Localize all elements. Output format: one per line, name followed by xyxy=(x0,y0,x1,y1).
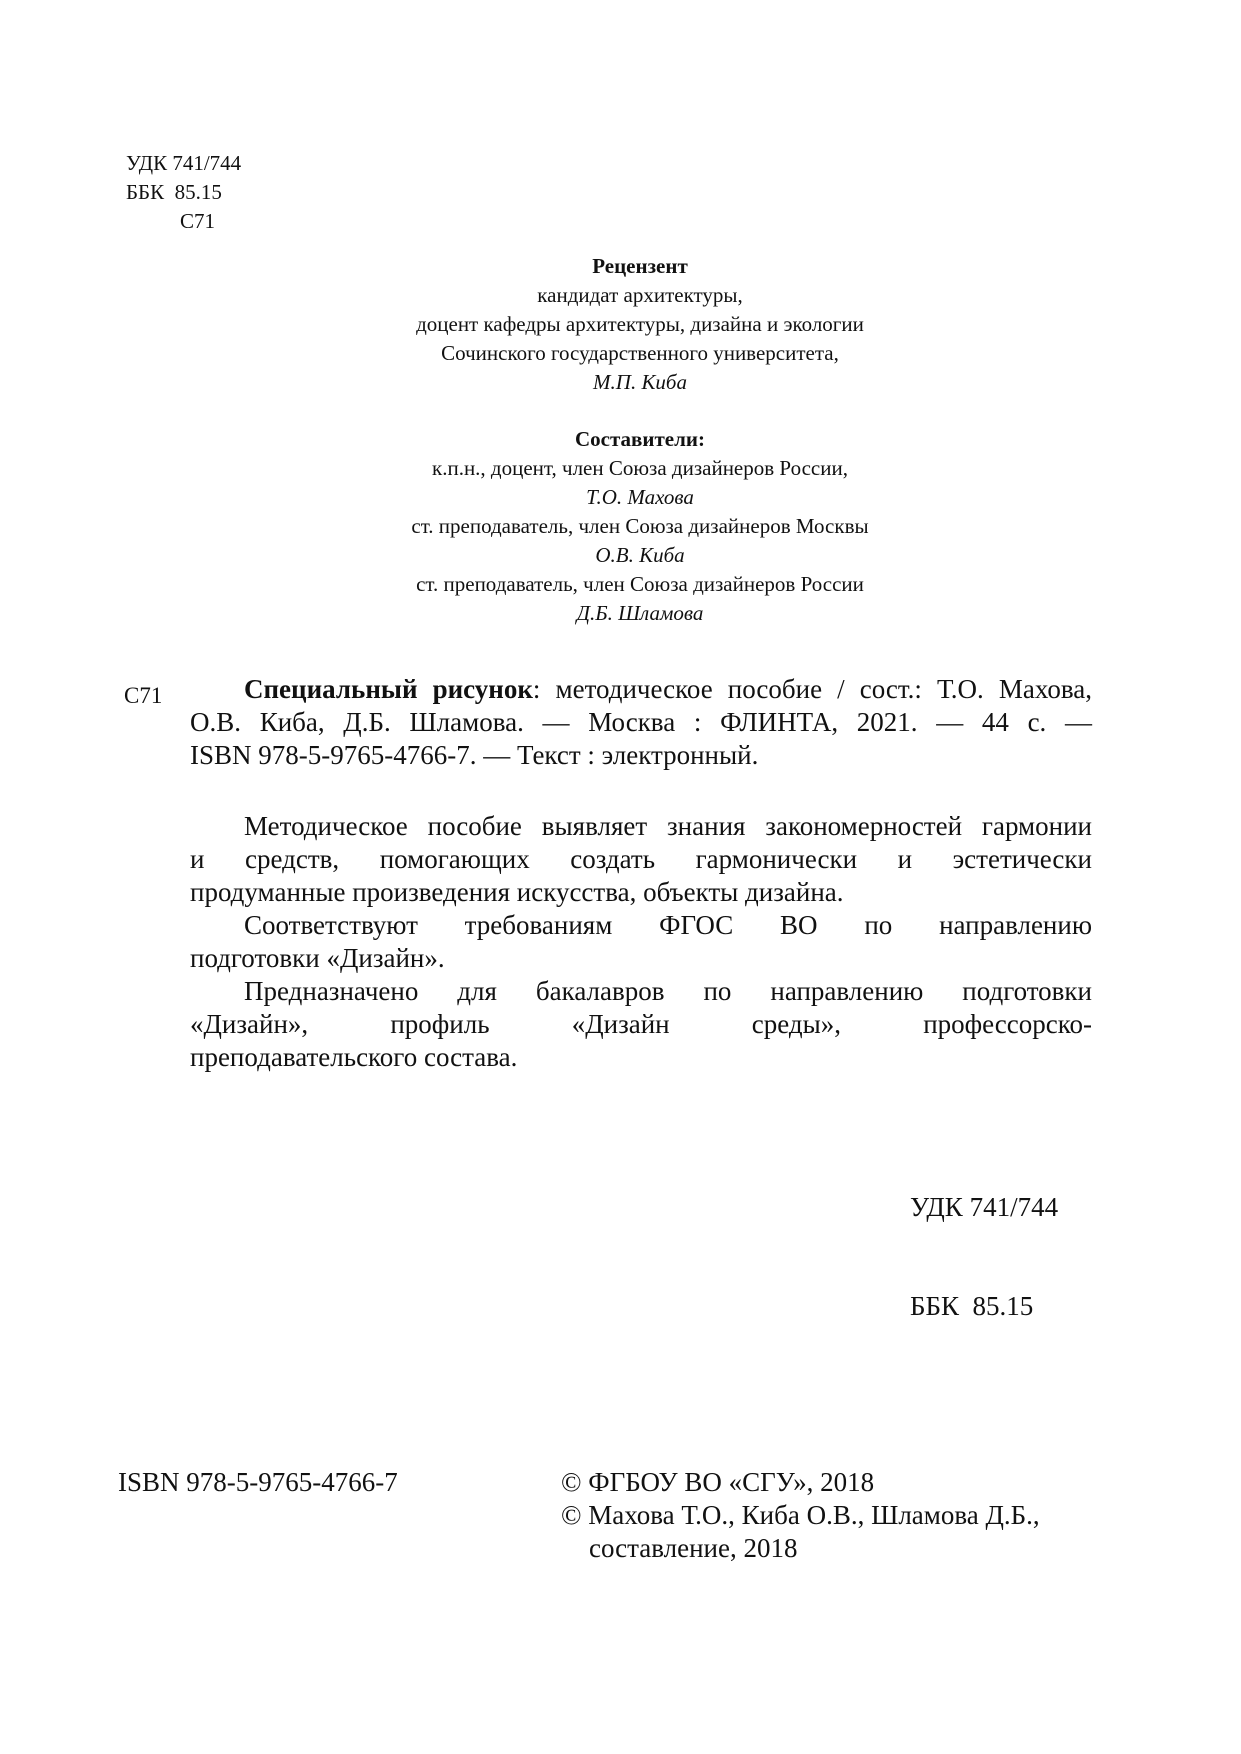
compiler-position: ст. преподаватель, член Союза дизайнеров России xyxy=(416,572,864,596)
bib-record-line-3: ISBN 978-5-9765-4766-7. — Текст : электронный. xyxy=(190,740,759,770)
annotation-paragraph xyxy=(190,810,1092,909)
bib-record-line-1-rest: : методическое пособие / сост.: Т.О. Махова, xyxy=(532,674,1092,704)
annotation-line: продуманные произведения искусства, объекты дизайна. xyxy=(190,877,844,907)
copyright-block xyxy=(561,1466,1040,1565)
annotation-line: преподавательского состава. xyxy=(190,1042,518,1072)
compilers-block xyxy=(250,425,1030,628)
compiler-position: ст. преподаватель, член Союза дизайнеров Москвы xyxy=(411,514,869,538)
author-mark-top: С71 xyxy=(180,209,216,233)
bbk-code-bottom: ББК 85.15 xyxy=(910,1291,1034,1321)
udk-code-bottom: УДК 741/744 xyxy=(910,1192,1059,1222)
copyright-line: составление, 2018 xyxy=(589,1533,798,1563)
bibliographic-record xyxy=(190,673,1092,772)
reviewer-heading: Рецензент xyxy=(592,254,688,278)
compiler-name: Д.Б. Шламова xyxy=(576,601,704,625)
annotation-paragraph xyxy=(190,909,1092,975)
annotation-line: Предназначено для бакалавров по направлению подготовки xyxy=(244,976,1092,1006)
reviewer-block xyxy=(250,252,1030,397)
author-mark-cipher: С71 xyxy=(124,683,163,708)
bib-record-line-1 xyxy=(190,673,1092,706)
reviewer-degree: кандидат архитектуры, xyxy=(537,283,743,307)
compilers-heading: Составители: xyxy=(574,427,705,451)
annotation-line: Методическое пособие выявляет знания закономерностей гармонии xyxy=(244,811,1092,841)
annotation-line: подготовки «Дизайн». xyxy=(190,943,445,973)
udk-code-top: УДК 741/744 xyxy=(126,151,242,175)
compiler-name: Т.О. Махова xyxy=(586,485,694,509)
copyright-line: © ФГБОУ ВО «СГУ», 2018 xyxy=(561,1467,875,1497)
bib-record-line-2: О.В. Киба, Д.Б. Шламова. — Москва : ФЛИНТА, 2021. — 44 с. — xyxy=(190,707,1092,737)
book-title: Специальный рисунок xyxy=(244,674,533,704)
reviewer-university: Сочинского государственного университета, xyxy=(441,341,839,365)
annotation xyxy=(190,810,1092,1074)
annotation-line: «Дизайн», профиль «Дизайн среды», профессорско- xyxy=(190,1009,1092,1039)
isbn: ISBN 978-5-9765-4766-7 xyxy=(118,1467,398,1497)
bottom-classification-codes xyxy=(910,1125,1058,1356)
top-classification-codes xyxy=(126,149,241,236)
annotation-line: Соответствуют требованиям ФГОС ВО по направлению xyxy=(244,910,1092,940)
reviewer-name: М.П. Киба xyxy=(593,370,687,394)
annotation-line: и средств, помогающих создать гармонически и эстетически xyxy=(190,844,1092,874)
copyright-line: © Махова Т.О., Киба О.В., Шламова Д.Б., xyxy=(561,1500,1040,1530)
reviewer-position: доцент кафедры архитектуры, дизайна и экологии xyxy=(416,312,864,336)
compiler-name: О.В. Киба xyxy=(595,543,685,567)
annotation-paragraph xyxy=(190,975,1092,1074)
bbk-code-top: ББК 85.15 xyxy=(126,180,222,204)
compiler-position: к.п.н., доцент, член Союза дизайнеров России, xyxy=(432,456,848,480)
